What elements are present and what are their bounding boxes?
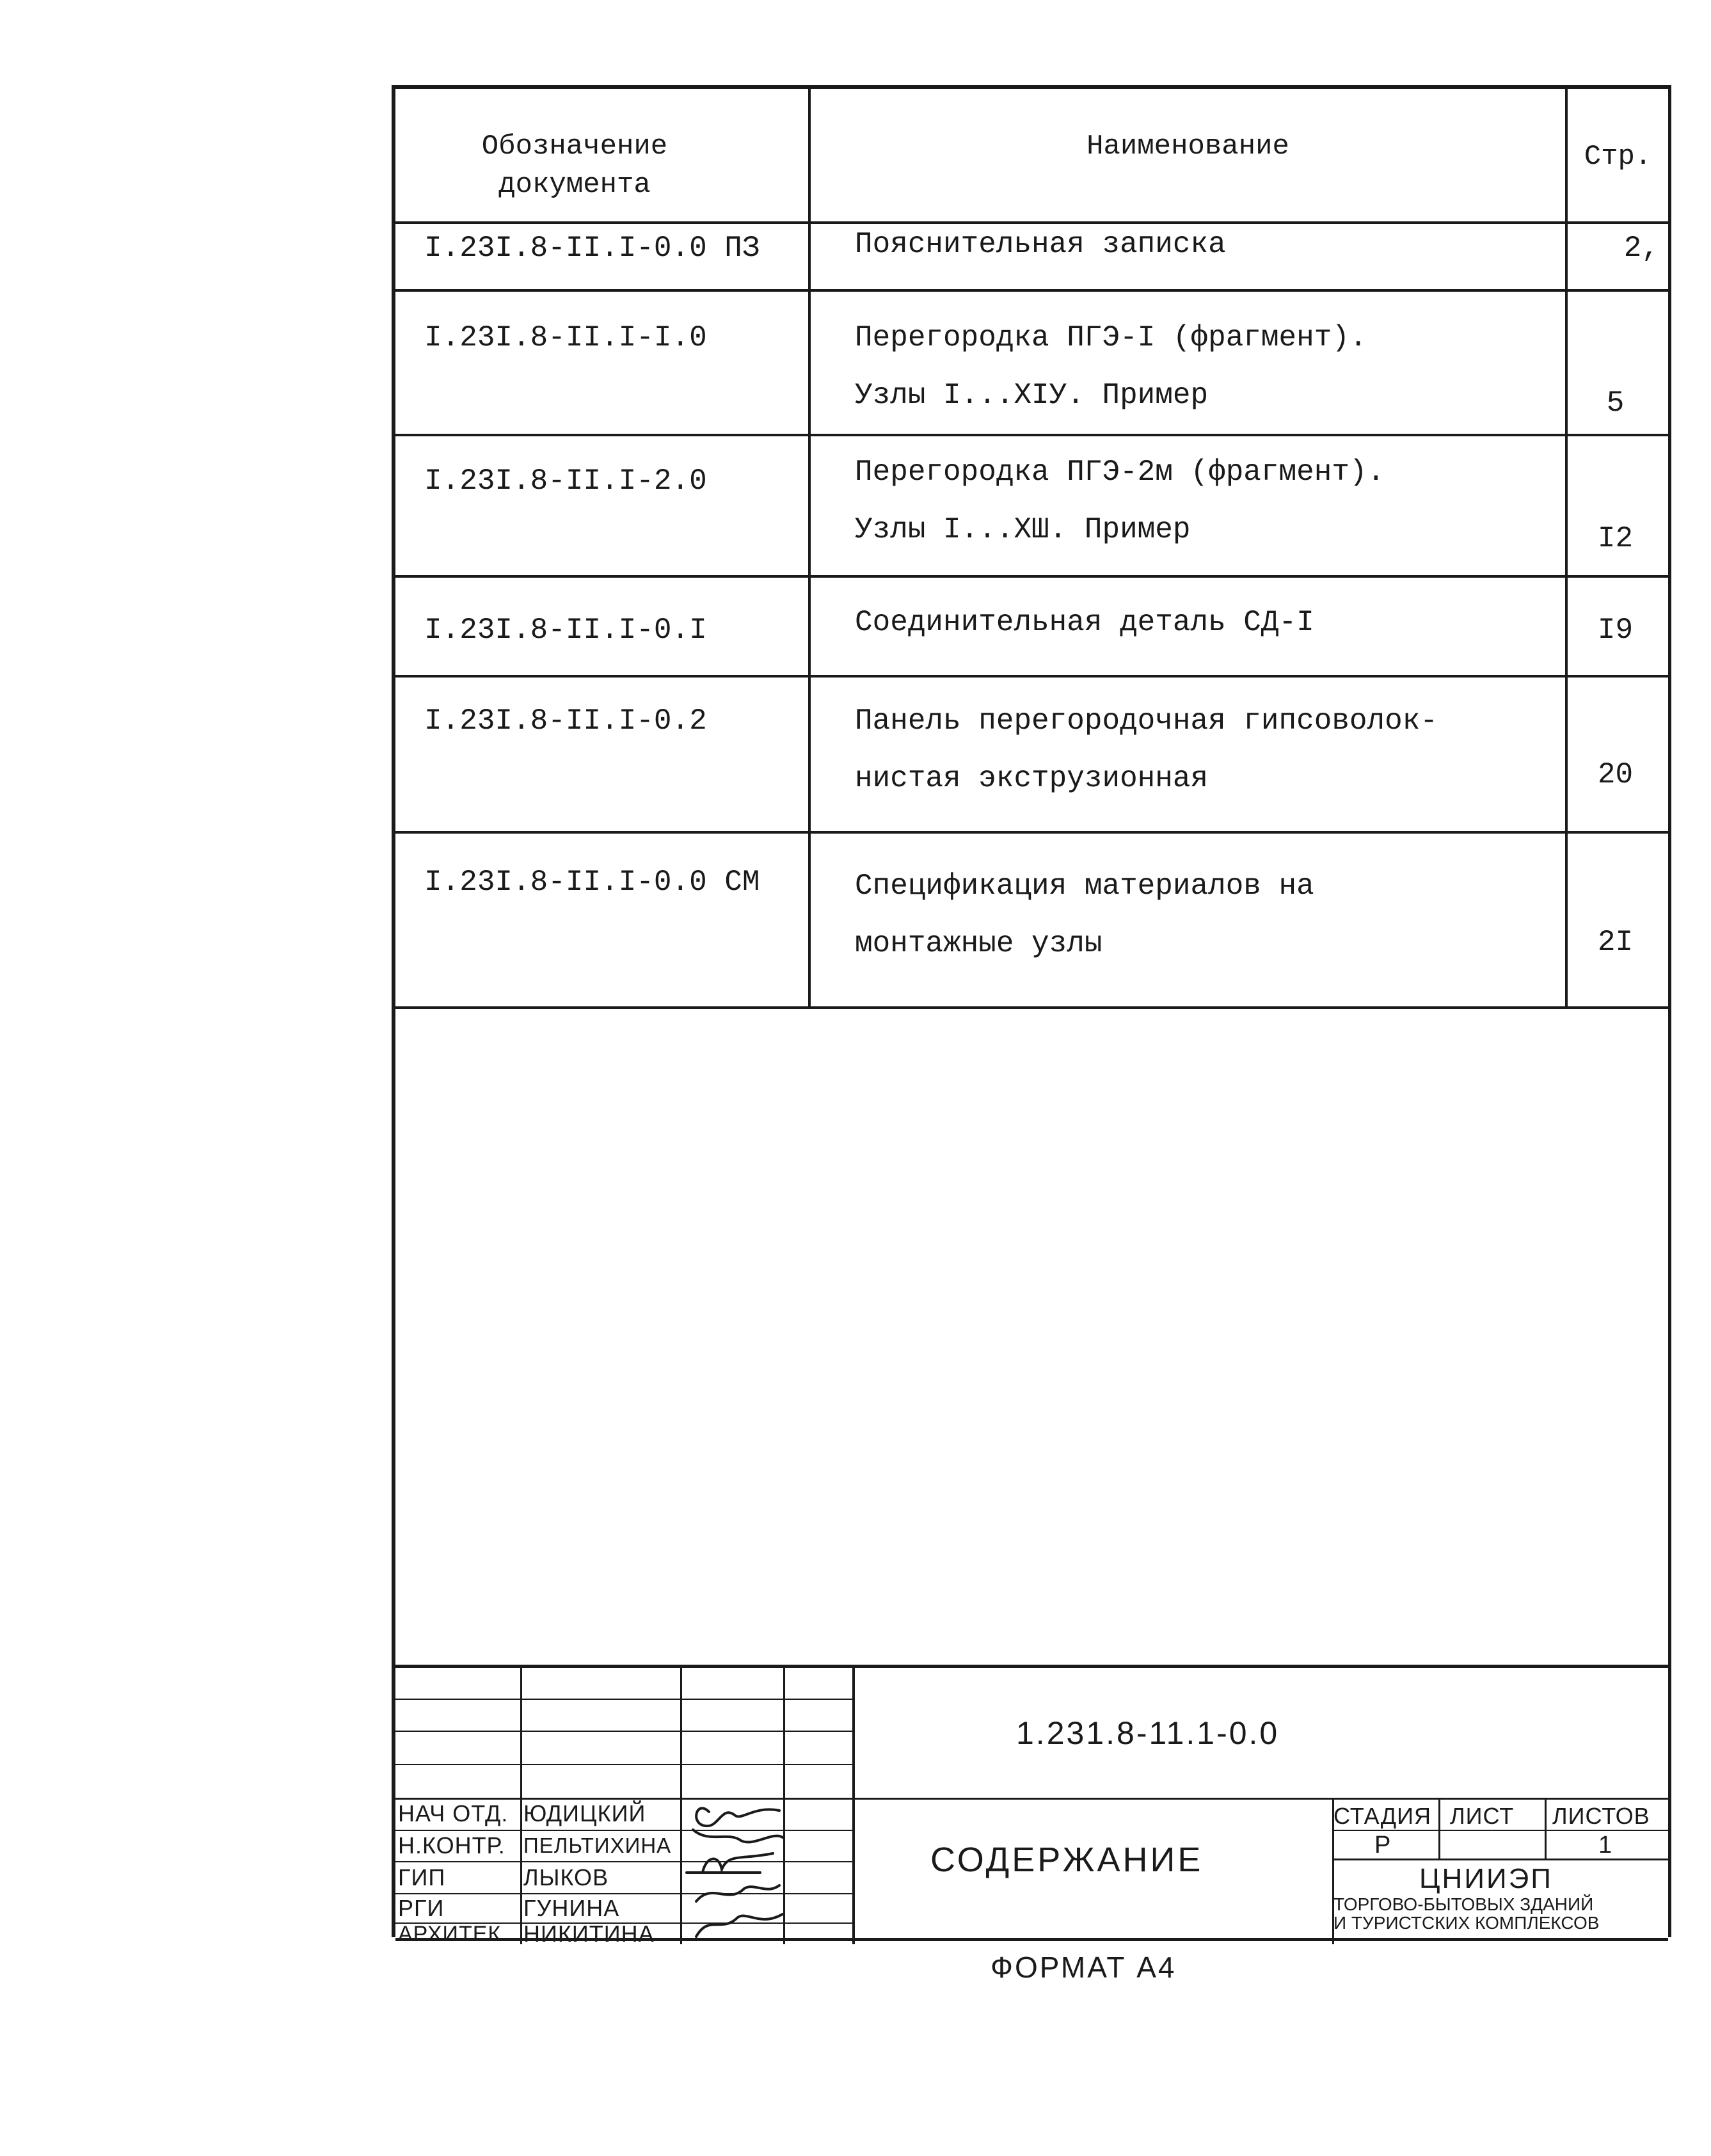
designation-cell: I.23I.8-II.I-0.2 bbox=[424, 704, 707, 738]
stage-value: Р bbox=[1374, 1832, 1392, 1859]
page-cell: 2I bbox=[1597, 926, 1634, 959]
designation-cell: I.23I.8-II.I-0.0 СМ bbox=[424, 866, 760, 899]
header-name: Наименование bbox=[1086, 131, 1289, 162]
header-page: Стр. bbox=[1584, 141, 1652, 173]
person-name: НИКИТИНА bbox=[523, 1921, 655, 1947]
role-label: НАЧ ОТД. bbox=[398, 1800, 509, 1827]
name-cell-line: монтажные узлы bbox=[855, 927, 1102, 960]
organization-name: ЦНИИЭП bbox=[1419, 1863, 1553, 1894]
table-row bbox=[395, 831, 1668, 1009]
name-cell-line: Узлы I...XШ. Пример bbox=[855, 513, 1191, 546]
drawing-sheet bbox=[392, 85, 1671, 1947]
table-header-row bbox=[395, 89, 1668, 224]
role-label: РГИ bbox=[398, 1895, 445, 1921]
page-cell: 5 bbox=[1606, 386, 1625, 420]
table-row bbox=[395, 575, 1668, 678]
name-cell-line: Узлы I...XIУ. Пример bbox=[855, 379, 1209, 412]
document-title: СОДЕРЖАНИЕ bbox=[930, 1841, 1204, 1879]
name-cell-line: Соединительная деталь СД-I bbox=[855, 606, 1314, 639]
designation-cell: I.23I.8-II.I-I.0 bbox=[424, 321, 707, 354]
person-name: ПЕЛЬТИХИНА bbox=[523, 1834, 672, 1857]
name-cell-line: Перегородка ПГЭ-I (фрагмент). bbox=[855, 321, 1367, 354]
organization-subtitle: И ТУРИСТСКИХ КОМПЛЕКСОВ bbox=[1333, 1913, 1600, 1933]
name-cell-line: Спецификация материалов на bbox=[855, 869, 1314, 903]
designation-cell: I.23I.8-II.I-2.0 bbox=[424, 464, 707, 498]
header-designation: Обозначение документа bbox=[481, 131, 668, 201]
sheet-label: ЛИСТ bbox=[1450, 1803, 1515, 1829]
table-row bbox=[395, 434, 1668, 578]
role-label: АРХИТЕК bbox=[398, 1922, 502, 1946]
person-name: ЛЫКОВ bbox=[523, 1864, 609, 1890]
role-label: Н.КОНТР. bbox=[398, 1832, 505, 1859]
name-cell-line: Панель перегородочная гипсоволок- bbox=[855, 704, 1438, 738]
designation-cell: I.23I.8-II.I-0.0 ПЗ bbox=[424, 232, 760, 265]
page-cell: I9 bbox=[1597, 614, 1634, 647]
page-cell: I2 bbox=[1597, 522, 1634, 555]
table-row bbox=[395, 675, 1668, 834]
page-cell: 20 bbox=[1597, 758, 1634, 791]
sheets-value: 1 bbox=[1598, 1832, 1613, 1859]
signature-image bbox=[683, 1793, 786, 1940]
table-row bbox=[395, 289, 1668, 436]
person-name: ГУНИНА bbox=[523, 1895, 620, 1921]
title-block bbox=[395, 1665, 1668, 1947]
role-label: ГИП bbox=[398, 1864, 446, 1890]
document-code: 1.231.8-11.1-0.0 bbox=[1016, 1715, 1280, 1751]
stage-label: СТАДИЯ bbox=[1333, 1803, 1432, 1829]
person-name: ЮДИЦКИЙ bbox=[523, 1800, 646, 1827]
name-cell-line: Перегородка ПГЭ-2м (фрагмент). bbox=[855, 456, 1385, 489]
name-cell-line: нистая экструзионная bbox=[855, 762, 1209, 795]
sheets-label: ЛИСТОВ bbox=[1552, 1803, 1650, 1829]
paper-format: ФОРМАТ А4 bbox=[991, 1951, 1177, 1984]
table-row bbox=[395, 221, 1668, 292]
name-cell-line: Пояснительная записка bbox=[855, 228, 1226, 261]
organization-subtitle: ТОРГОВО-БЫТОВЫХ ЗДАНИЙ bbox=[1333, 1894, 1594, 1914]
designation-cell: I.23I.8-II.I-0.I bbox=[424, 614, 707, 647]
page-cell: 2, bbox=[1623, 232, 1659, 265]
